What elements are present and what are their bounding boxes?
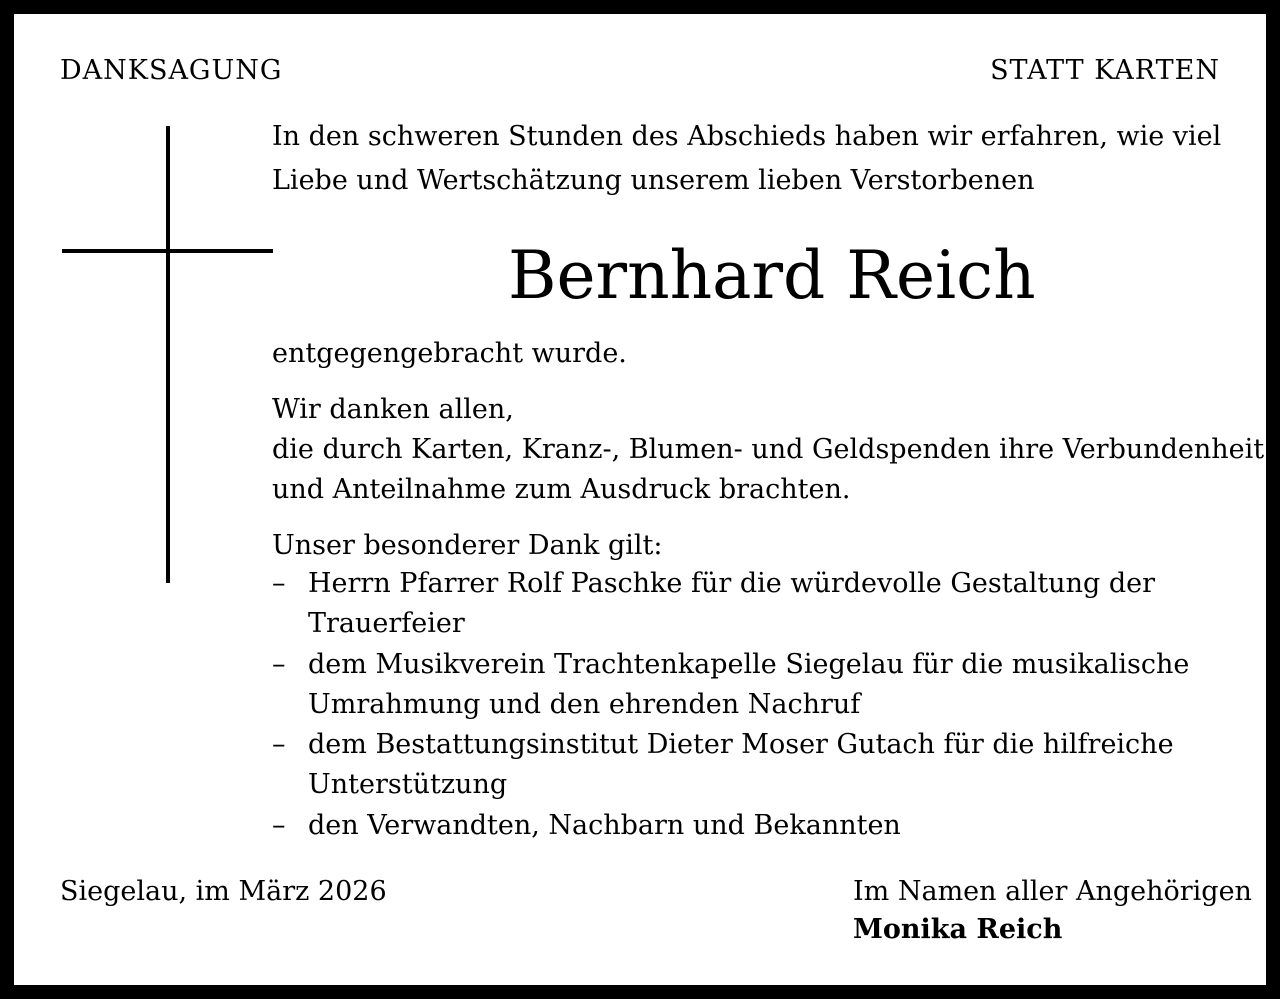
- list-item-2-line-2: Umrahmung und den ehrenden Nachruf: [308, 689, 861, 720]
- list-item-dash: –: [272, 568, 286, 599]
- signature-name: Monika Reich: [853, 914, 1063, 945]
- list-item-3-line-1: dem Bestattungsinstitut Dieter Moser Gutach für die hilfreiche: [308, 729, 1174, 760]
- list-item-dash: –: [272, 649, 286, 680]
- list-item-dash: –: [272, 810, 286, 841]
- place-date: Siegelau, im März 2026: [60, 876, 387, 907]
- thanks-line-2: die durch Karten, Kranz-, Blumen- und Geldspenden ihre Verbundenheit: [272, 434, 1265, 465]
- intro-line-1: In den schweren Stunden des Abschieds haben wir erfahren, wie viel: [272, 121, 1222, 152]
- header-left-label: DANKSAGUNG: [60, 55, 283, 86]
- list-item-1-line-1: Herrn Pfarrer Rolf Paschke für die würdevolle Gestaltung der: [308, 568, 1155, 599]
- thanks-line-3: und Anteilnahme zum Ausdruck brachten.: [272, 474, 851, 505]
- list-item-3-line-2: Unterstützung: [308, 769, 508, 800]
- cross-horizontal-bar: [62, 249, 273, 253]
- obituary-card: [14, 14, 1266, 985]
- cross-vertical-bar: [166, 126, 170, 583]
- header-right-label: STATT KARTEN: [990, 55, 1220, 86]
- list-item-1-line-2: Trauerfeier: [308, 608, 465, 639]
- list-item-2-line-1: dem Musikverein Trachtenkapelle Siegelau für die musikalische: [308, 649, 1190, 680]
- intro-line-2: Liebe und Wertschätzung unserem lieben Verstorbenen: [272, 165, 1035, 196]
- thanks-line-1: Wir danken allen,: [272, 394, 514, 425]
- list-item-dash: –: [272, 729, 286, 760]
- list-item-4-line-1: den Verwandten, Nachbarn und Bekannten: [308, 810, 901, 841]
- special-thanks-heading: Unser besonderer Dank gilt:: [272, 530, 663, 561]
- after-name-text: entgegengebracht wurde.: [272, 338, 627, 369]
- deceased-name: Bernhard Reich: [508, 237, 1036, 314]
- signature-intro: Im Namen aller Angehörigen: [853, 876, 1252, 907]
